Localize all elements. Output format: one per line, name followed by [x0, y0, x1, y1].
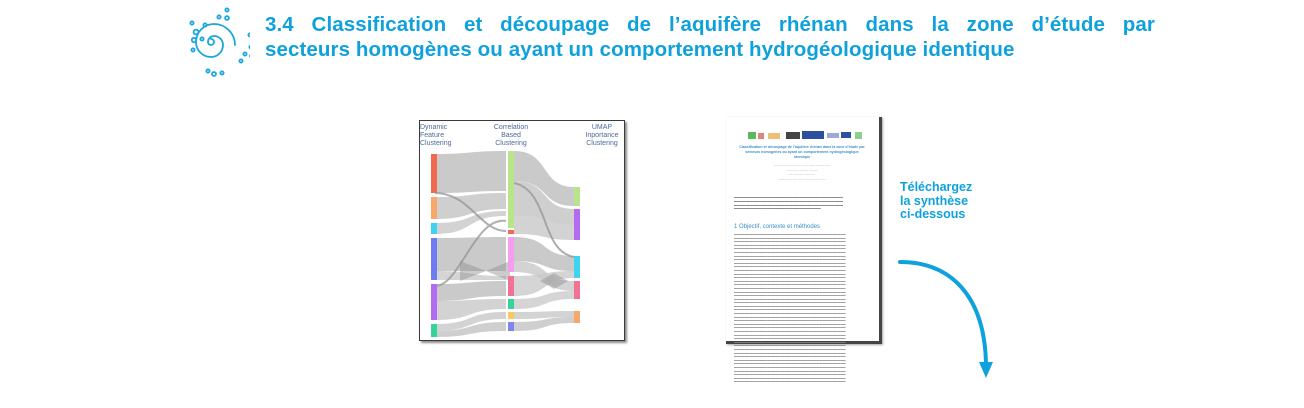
label-line: Based — [501, 132, 521, 139]
label-line: Clustering — [495, 140, 527, 147]
label-line: Clustering — [586, 140, 618, 147]
label-line: Dynamic — [420, 124, 448, 131]
download-prompt-line-2: la synthèse — [900, 193, 969, 208]
partner-logos — [748, 130, 863, 140]
document-title: Classification et découpage de l’aquifère rhénan dans la zone d’étude par secteurs homogènes ou ayant un comportement hydrogéologique identique — [739, 145, 865, 159]
document-abstract: ▬▬▬▬▬▬▬▬▬▬▬▬▬▬▬▬▬▬▬▬▬▬▬▬▬▬▬▬▬▬▬▬▬▬▬▬▬▬▬ ▬▬▬▬▬▬▬▬▬▬▬▬▬▬▬▬▬▬▬▬▬▬▬▬▬▬▬▬▬▬▬▬▬▬▬▬▬▬▬ ▬▬▬▬▬▬▬▬▬▬▬▬▬▬▬▬▬▬▬▬▬▬▬▬▬▬▬▬▬▬▬▬▬▬▬▬▬▬▬ ▬▬▬▬▬▬▬▬▬▬▬▬▬▬▬▬▬▬▬▬▬▬▬▬▬▬▬▬▬▬▬ — [734, 195, 844, 211]
label-line: Feature — [420, 132, 445, 139]
download-prompt-line-3: ci-dessous — [900, 207, 966, 221]
label-line: Inportance — [585, 132, 619, 139]
download-prompt — [900, 181, 972, 222]
column-label-dynamic — [420, 124, 454, 148]
label-line: Clustering — [420, 140, 452, 147]
column-label-correlation — [490, 124, 532, 148]
sankey-chart — [420, 121, 624, 340]
document-authors: _____ ____ _____ ___ _____ ____ ______ ____ _____ ___ ______ ______ ___ _______ ____ ___ _____ ____ ___ ____ ______ ____ ____ — [773, 163, 831, 180]
column-label-umap — [580, 124, 624, 148]
umap-nodes — [574, 187, 580, 323]
correlation-nodes — [508, 151, 514, 331]
title-line-1: 3.4 Classification et découpage de l’aquifère rhénan dans la zone d’étude par — [265, 13, 1155, 36]
curved-arrow-down-icon — [890, 250, 1010, 390]
download-prompt-line-1: Téléchargez — [900, 180, 973, 194]
sankey-links — [435, 151, 574, 337]
dynamic-nodes — [431, 154, 437, 337]
sankey-chart-image — [419, 120, 625, 341]
label-line: Correlation — [493, 124, 529, 131]
title-line-2: secteurs homogènes ou ayant un comportement hydrogéologique identique — [265, 38, 1015, 61]
document-body: ▬▬▬▬▬▬▬▬▬▬▬▬▬▬▬▬▬▬▬▬▬▬▬▬▬▬▬▬▬▬▬▬▬▬▬▬▬▬▬▬▬▬▬ ▬▬▬▬▬▬▬▬▬▬▬▬▬▬▬▬▬▬▬▬▬▬▬▬▬▬▬▬▬▬▬▬▬▬▬▬▬▬▬▬▬▬▬ ▬▬▬▬▬▬▬▬▬▬▬▬▬▬▬▬▬▬▬▬▬▬▬▬▬▬▬▬▬▬▬▬▬▬▬▬▬▬▬▬▬▬▬ ▬▬▬▬▬▬▬▬▬▬▬▬▬▬▬▬▬▬▬▬▬▬▬▬▬▬▬▬▬▬▬▬▬▬▬▬▬▬▬▬▬▬▬ ▬▬▬▬▬▬▬▬▬▬▬▬▬▬▬▬▬▬▬▬▬▬▬▬▬▬▬▬▬▬▬▬▬▬▬▬▬▬▬▬▬▬▬ ▬▬▬▬▬▬▬▬▬▬▬▬▬▬▬▬▬▬▬▬▬▬▬▬▬▬▬▬▬▬▬▬▬▬▬▬▬▬▬▬▬▬▬ ▬▬▬▬▬▬▬▬▬▬▬▬▬▬▬▬▬▬▬▬▬▬▬▬▬▬▬▬▬▬▬▬▬▬▬▬▬▬▬▬▬▬▬ ▬▬▬▬▬▬▬▬▬▬▬▬▬▬▬▬▬▬▬▬▬▬▬▬▬▬▬▬▬▬▬▬▬▬▬▬▬▬▬▬▬▬▬ ▬▬▬▬▬▬▬▬▬▬▬▬▬▬▬▬▬▬▬▬▬▬▬▬▬▬▬▬▬▬▬▬▬▬▬▬▬▬▬▬▬▬▬ ▬▬▬▬▬▬▬▬▬▬▬▬▬▬▬▬▬▬▬▬▬▬▬▬▬▬▬▬▬▬▬▬▬▬▬▬▬▬▬▬▬▬▬ ▬▬▬▬▬▬▬▬▬▬▬▬▬▬▬▬▬▬▬▬▬▬▬▬▬▬▬▬▬▬▬▬▬▬▬▬▬▬▬▬▬▬▬ ▬▬▬▬▬▬▬▬▬▬▬▬▬▬▬▬▬▬▬▬▬▬▬▬▬▬▬▬▬▬▬▬▬▬▬▬▬▬▬▬▬▬▬ ▬▬▬▬▬▬▬▬▬▬▬▬▬▬▬▬▬▬▬▬▬▬▬▬▬▬▬▬▬▬▬▬▬▬▬▬▬▬▬▬▬▬▬ ▬▬▬▬▬▬▬▬▬▬▬▬▬▬▬▬▬▬▬▬▬▬▬▬▬▬▬▬▬▬▬▬▬▬▬▬▬▬▬▬▬▬▬ ▬▬▬▬▬▬▬▬▬▬▬▬▬▬▬▬▬▬▬▬▬▬▬▬▬▬▬▬▬▬▬▬▬▬▬▬▬▬▬▬▬▬▬ ▬▬▬▬▬▬▬▬▬▬▬▬▬▬▬▬▬▬▬▬▬▬▬▬▬▬▬▬▬▬▬▬▬▬▬▬▬▬▬▬▬▬▬ ▬▬▬▬▬▬▬▬▬▬▬▬▬▬▬▬▬▬▬▬▬▬▬▬▬▬▬▬▬▬▬▬▬▬▬▬▬▬▬▬▬▬▬ ▬▬▬▬▬▬▬▬▬▬▬▬▬▬▬▬▬▬▬▬▬▬▬▬▬▬▬▬▬▬▬▬▬▬▬▬▬▬▬▬▬▬▬ ▬▬▬▬▬▬▬▬▬▬▬▬▬▬▬▬▬▬▬▬▬▬▬▬▬▬▬▬▬▬▬▬▬▬▬▬▬▬▬▬▬▬▬ ▬▬▬▬▬▬▬▬▬▬▬▬▬▬▬▬▬▬▬▬▬▬▬▬▬▬▬▬▬▬▬▬▬▬▬▬▬▬▬▬▬▬▬ ▬▬▬▬▬▬▬▬▬▬▬▬▬▬▬▬▬▬▬▬▬▬▬▬▬▬▬▬▬▬▬▬▬▬▬▬▬▬▬▬▬▬▬ ▬▬▬▬▬▬▬▬▬▬▬▬▬▬▬▬▬▬▬▬▬▬▬▬▬▬▬▬▬▬▬▬▬▬▬▬▬▬▬▬▬▬▬ ▬▬▬▬▬▬▬▬▬▬▬▬▬▬▬▬▬▬▬▬▬▬▬▬▬▬▬▬▬▬▬▬▬▬▬▬▬▬▬▬▬▬▬ ▬▬▬▬▬▬▬▬▬▬▬▬▬▬▬▬▬▬▬▬▬▬▬▬▬▬▬▬▬▬▬▬▬▬▬▬▬▬▬▬▬▬▬ ▬▬▬▬▬▬▬▬▬▬▬▬▬▬▬▬▬▬▬▬▬▬▬▬▬▬▬▬▬▬▬▬▬▬▬▬▬▬▬▬▬▬▬ ▬▬▬▬▬▬▬▬▬▬▬▬▬▬▬▬▬▬▬▬▬▬▬▬▬▬▬▬▬▬▬▬▬▬▬▬▬▬▬▬▬▬▬ ▬▬▬▬▬▬▬▬▬▬▬▬▬▬▬▬▬▬▬▬▬▬▬▬▬▬▬▬▬▬▬▬▬▬▬▬▬▬▬▬▬▬▬ ▬▬▬▬▬▬▬▬▬▬▬▬▬▬▬▬▬▬▬▬▬▬▬▬▬▬▬▬▬▬▬▬▬▬▬▬▬▬▬▬▬▬▬ ▬▬▬▬▬▬▬▬▬▬▬▬▬▬▬▬▬▬▬▬▬▬▬▬▬▬▬▬▬▬▬▬▬▬▬▬▬▬▬▬▬▬▬ ▬▬▬▬▬▬▬▬▬▬▬▬▬▬▬▬▬▬▬▬▬▬▬▬▬▬▬▬▬▬▬▬▬▬▬▬▬▬▬▬▬▬▬ ▬▬▬▬▬▬▬▬▬▬▬▬▬▬▬▬▬▬▬▬▬▬▬▬▬▬▬▬▬▬▬▬▬▬▬▬▬▬▬▬▬▬▬ ▬▬▬▬▬▬▬▬▬▬▬▬▬▬▬▬▬▬▬▬▬▬▬▬▬▬▬▬▬▬▬▬▬▬▬▬▬▬▬▬▬▬▬ ▬▬▬▬▬▬▬▬▬▬▬▬▬▬▬▬▬▬▬▬▬▬▬▬▬▬▬▬▬▬▬▬▬▬▬▬▬▬▬▬▬▬▬ ▬▬▬▬▬▬▬▬▬▬▬▬▬▬▬▬▬▬▬▬▬▬▬▬▬▬▬▬▬▬▬▬▬▬▬▬▬▬▬▬▬▬▬ ▬▬▬▬▬▬▬▬▬▬▬▬▬▬▬▬▬▬▬▬▬▬▬▬▬▬▬▬▬▬▬▬▬▬▬▬▬▬▬▬▬▬▬ ▬▬▬▬▬▬▬▬▬▬▬▬▬▬▬▬▬▬▬▬▬▬▬▬▬▬▬▬▬▬▬▬▬▬▬▬▬▬▬▬▬▬▬ ▬▬▬▬▬▬▬▬▬▬▬▬▬▬▬▬▬▬▬▬▬▬▬▬▬▬▬▬▬▬▬▬▬▬▬▬▬▬▬▬▬▬▬ ▬▬▬▬▬▬▬▬▬▬▬▬▬▬▬▬▬▬▬▬▬▬▬▬▬▬▬▬▬▬▬▬▬▬▬▬▬▬▬▬▬▬▬ ▬▬▬▬▬▬▬▬▬▬▬▬▬▬▬▬▬▬▬▬▬▬▬▬▬▬▬▬▬▬▬▬▬▬▬▬▬▬▬▬▬▬▬ ▬▬▬▬▬▬▬▬▬▬▬▬▬▬▬▬▬▬▬▬▬▬▬▬▬▬▬▬▬▬▬▬▬▬▬▬▬▬▬▬▬▬▬ ▬▬▬▬▬▬▬▬▬▬▬▬▬▬▬▬▬▬▬▬▬▬▬▬▬▬▬▬▬▬▬▬▬▬▬▬▬▬▬▬▬▬▬ ▬▬▬▬▬▬▬▬▬▬▬▬▬▬▬▬▬▬▬▬▬▬▬▬▬▬▬▬▬▬▬▬▬▬▬▬▬▬▬▬▬▬▬ — [734, 233, 846, 384]
page-title — [265, 12, 1155, 62]
label-line: UMAP — [591, 124, 613, 131]
document-section-heading: 1 Objectif, contexte et méthodes — [734, 224, 821, 230]
spiral-water-icon — [172, 3, 250, 79]
document-thumbnail[interactable] — [726, 117, 882, 384]
